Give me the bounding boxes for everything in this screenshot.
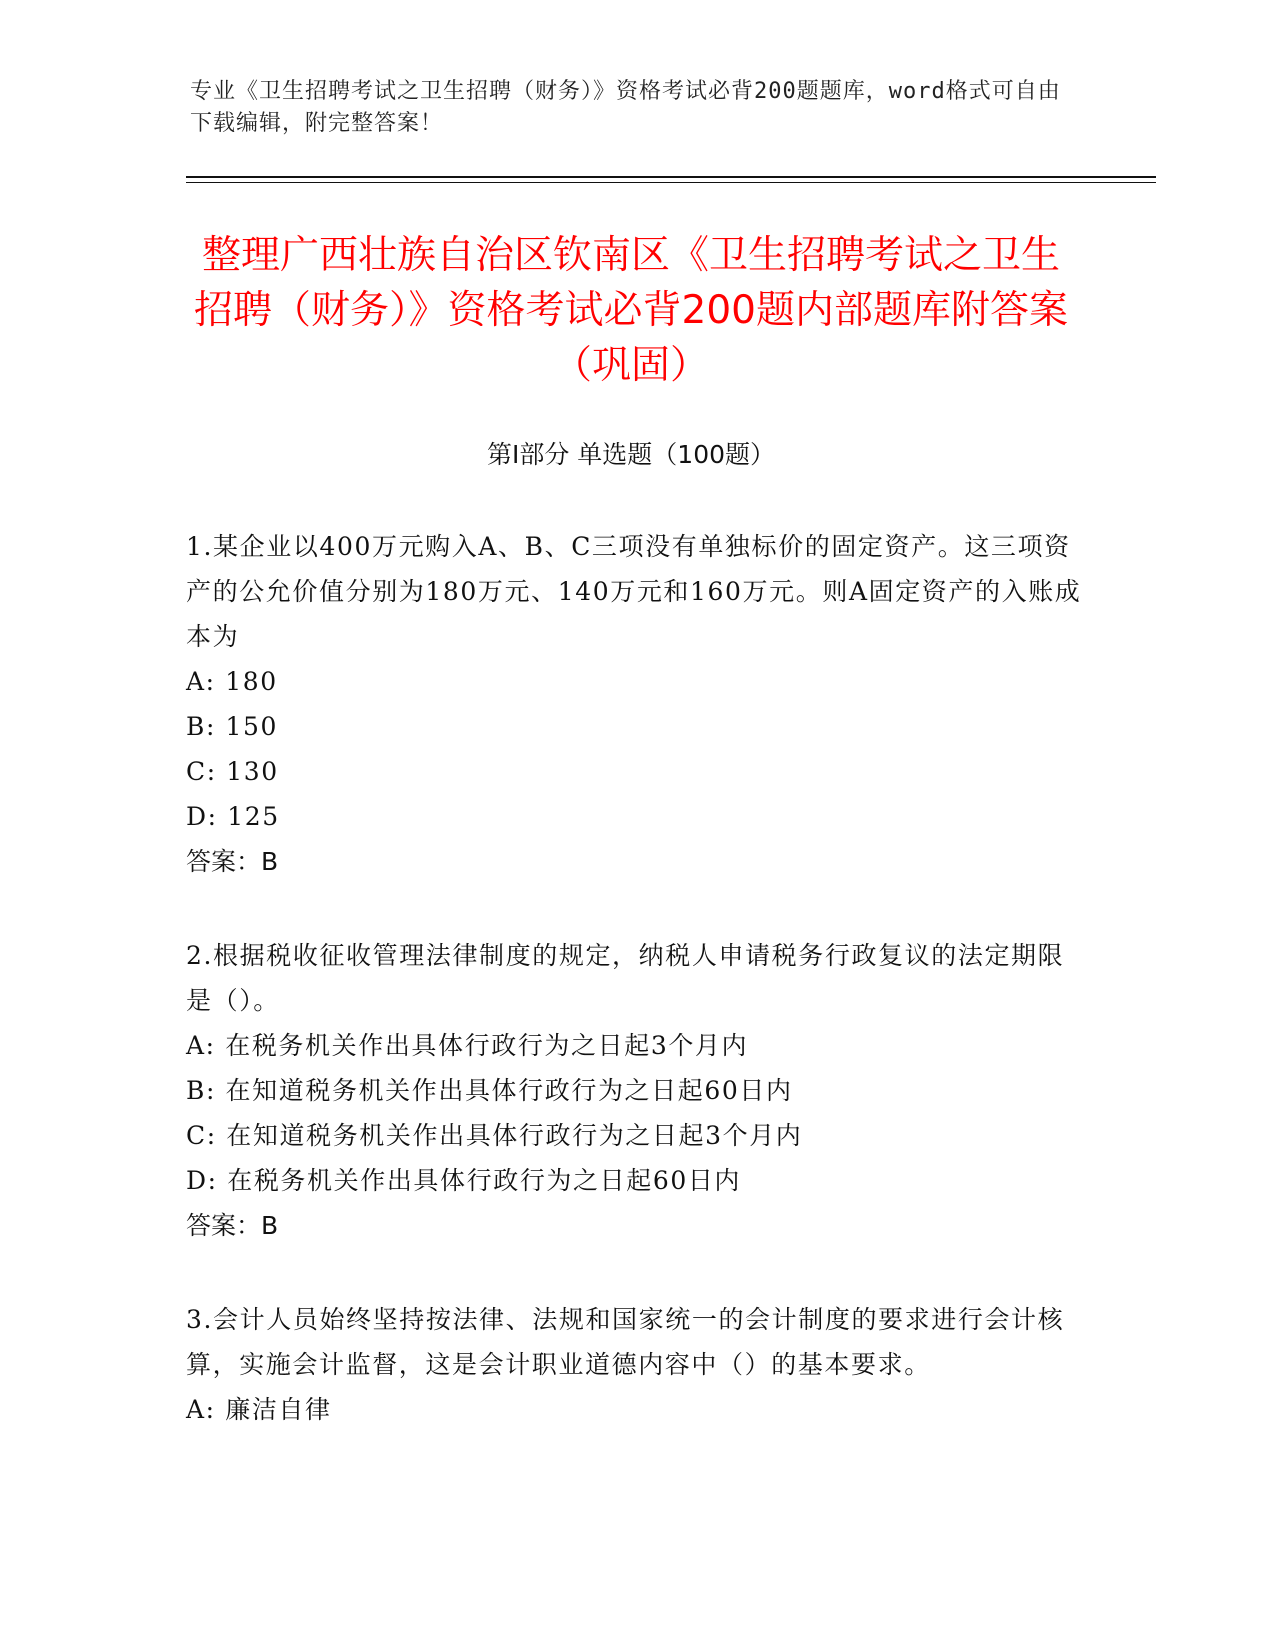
- option-d: D: 125: [186, 802, 280, 831]
- option-a: A: 180: [186, 667, 278, 696]
- question-stem: 3.会计人员始终坚持按法律、法规和国家统一的会计制度的要求进行会计核算，实施会计监督，这是会计职业道德内容中（）的基本要求。: [186, 1305, 1065, 1379]
- question-stem: 1.某企业以400万元购入A、B、C三项没有单独标价的固定资产。这三项资产的公允价值分别为180万元、140万元和160万元。则A固定资产的入账成本为: [186, 532, 1082, 651]
- option-b: B: 在知道税务机关作出具体行政行为之日起60日内: [186, 1076, 793, 1105]
- document-title: 整理广西壮族自治区钦南区《卫生招聘考试之卫生招聘（财务）》资格考试必背200题内部题库附答案（巩固）: [194, 233, 1068, 388]
- header-divider-thick: [186, 176, 1156, 178]
- option-a: A: 在税务机关作出具体行政行为之日起3个月内: [186, 1031, 749, 1060]
- question-1: [186, 524, 1086, 884]
- option-a: A: 廉洁自律: [186, 1395, 332, 1424]
- answer: 答案：B: [186, 1211, 279, 1240]
- section-heading: 第Ⅰ部分 单选题（100题）: [486, 440, 776, 469]
- option-d: D: 在税务机关作出具体行政行为之日起60日内: [186, 1166, 742, 1195]
- option-b: B: 150: [186, 712, 279, 741]
- option-c: C: 130: [186, 757, 279, 786]
- option-c: C: 在知道税务机关作出具体行政行为之日起3个月内: [186, 1121, 803, 1150]
- question-2: [186, 933, 1086, 1248]
- question-stem: 2.根据税收征收管理法律制度的规定，纳税人申请税务行政复议的法定期限是（）。: [186, 941, 1065, 1015]
- question-list: [186, 524, 1086, 1481]
- header-divider-thin: [186, 182, 1156, 183]
- answer: 答案：B: [186, 847, 279, 876]
- header-note: 专业《卫生招聘考试之卫生招聘（财务）》资格考试必背200题题库，word格式可自由下载编辑，附完整答案！: [190, 79, 1061, 136]
- question-3: [186, 1297, 1086, 1432]
